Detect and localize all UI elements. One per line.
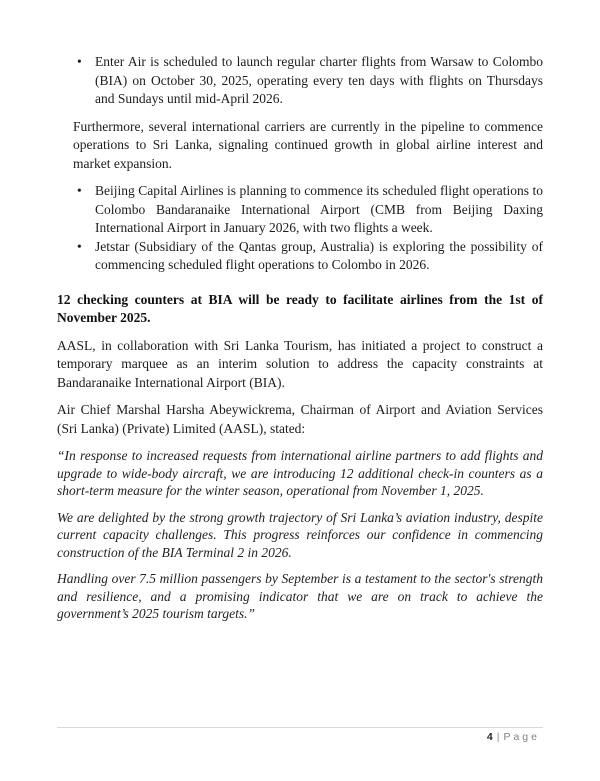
- bullet-marker-icon: •: [77, 54, 82, 69]
- bullet-enter-air-text: Enter Air is scheduled to launch regular charter flights from Warsaw to Colombo (BIA) on October 30, 2025, operating every ten days with flights on Thursdays and Sundays until mid-April 2026.: [95, 54, 543, 106]
- list-item: [57, 53, 543, 109]
- page-footer: [487, 731, 540, 743]
- quote-paragraph-2: We are delighted by the strong growth trajectory of Sri Lanka’s aviation industry, despite current capacity challenges. This progress reinforces our confidence in commencing construction of the BIA Terminal 2 in 2026.: [57, 509, 543, 560]
- list-item: [57, 238, 543, 275]
- quote-paragraph-1: “In response to increased requests from international airline partners to add flights and upgrade to wide-body aircraft, we are introducing 12 additional check-in counters as a short-term measure for the winter season, operational from November 1, 2025.: [57, 448, 543, 498]
- page-number: 4: [486, 731, 493, 743]
- paragraph-chairman-statement: Air Chief Marshal Harsha Abeywickrema, Chairman of Airport and Aviation Services (Sri Lanka) (Private) Limited (AASL), stated:: [57, 402, 543, 436]
- bullet-marker-icon: •: [77, 183, 82, 198]
- page-label: Page: [503, 731, 540, 743]
- footer-separator: |: [496, 731, 500, 743]
- bullet-marker-icon: •: [77, 238, 82, 254]
- bullet-list-charter-flights: [57, 53, 543, 109]
- bullet-list-pipeline-carriers: [57, 182, 543, 275]
- section-heading-checkin-counters: 12 checking counters at BIA will be ready to facilitate airlines from the 1st of November 2025.: [57, 291, 543, 325]
- paragraph-aasl-marquee: AASL, in collaboration with Sri Lanka Tourism, has initiated a project to construct a temporary marquee as an interim solution to address the capacity constraints at Bandaranaike International Airport (BIA).: [57, 337, 543, 390]
- bullet-beijing-capital-text: Beijing Capital Airlines is planning to commence its scheduled flight operations to Colombo Bandaranaike International Airport (CMB from Beijing Daxing International Airport in January 2026, with two flights a week.: [95, 183, 543, 235]
- quote-paragraph-3: Handling over 7.5 million passengers by September is a testament to the sector's strength and resilience, and a promising indicator that we are on track to achieve the government’s 2025 tourism targets.”: [57, 571, 543, 621]
- footer-divider: [57, 727, 543, 728]
- list-item: [57, 182, 543, 238]
- document-body: [57, 53, 543, 632]
- bullet-jetstar-text: Jetstar (Subsidiary of the Qantas group, Australia) is exploring the possibility of commencing scheduled flight operations to Colombo in 2026.: [95, 238, 543, 272]
- paragraph-furthermore: Furthermore, several international carriers are currently in the pipeline to commence operations to Sri Lanka, signaling continued growth in global airline interest and market expansion.: [73, 118, 543, 171]
